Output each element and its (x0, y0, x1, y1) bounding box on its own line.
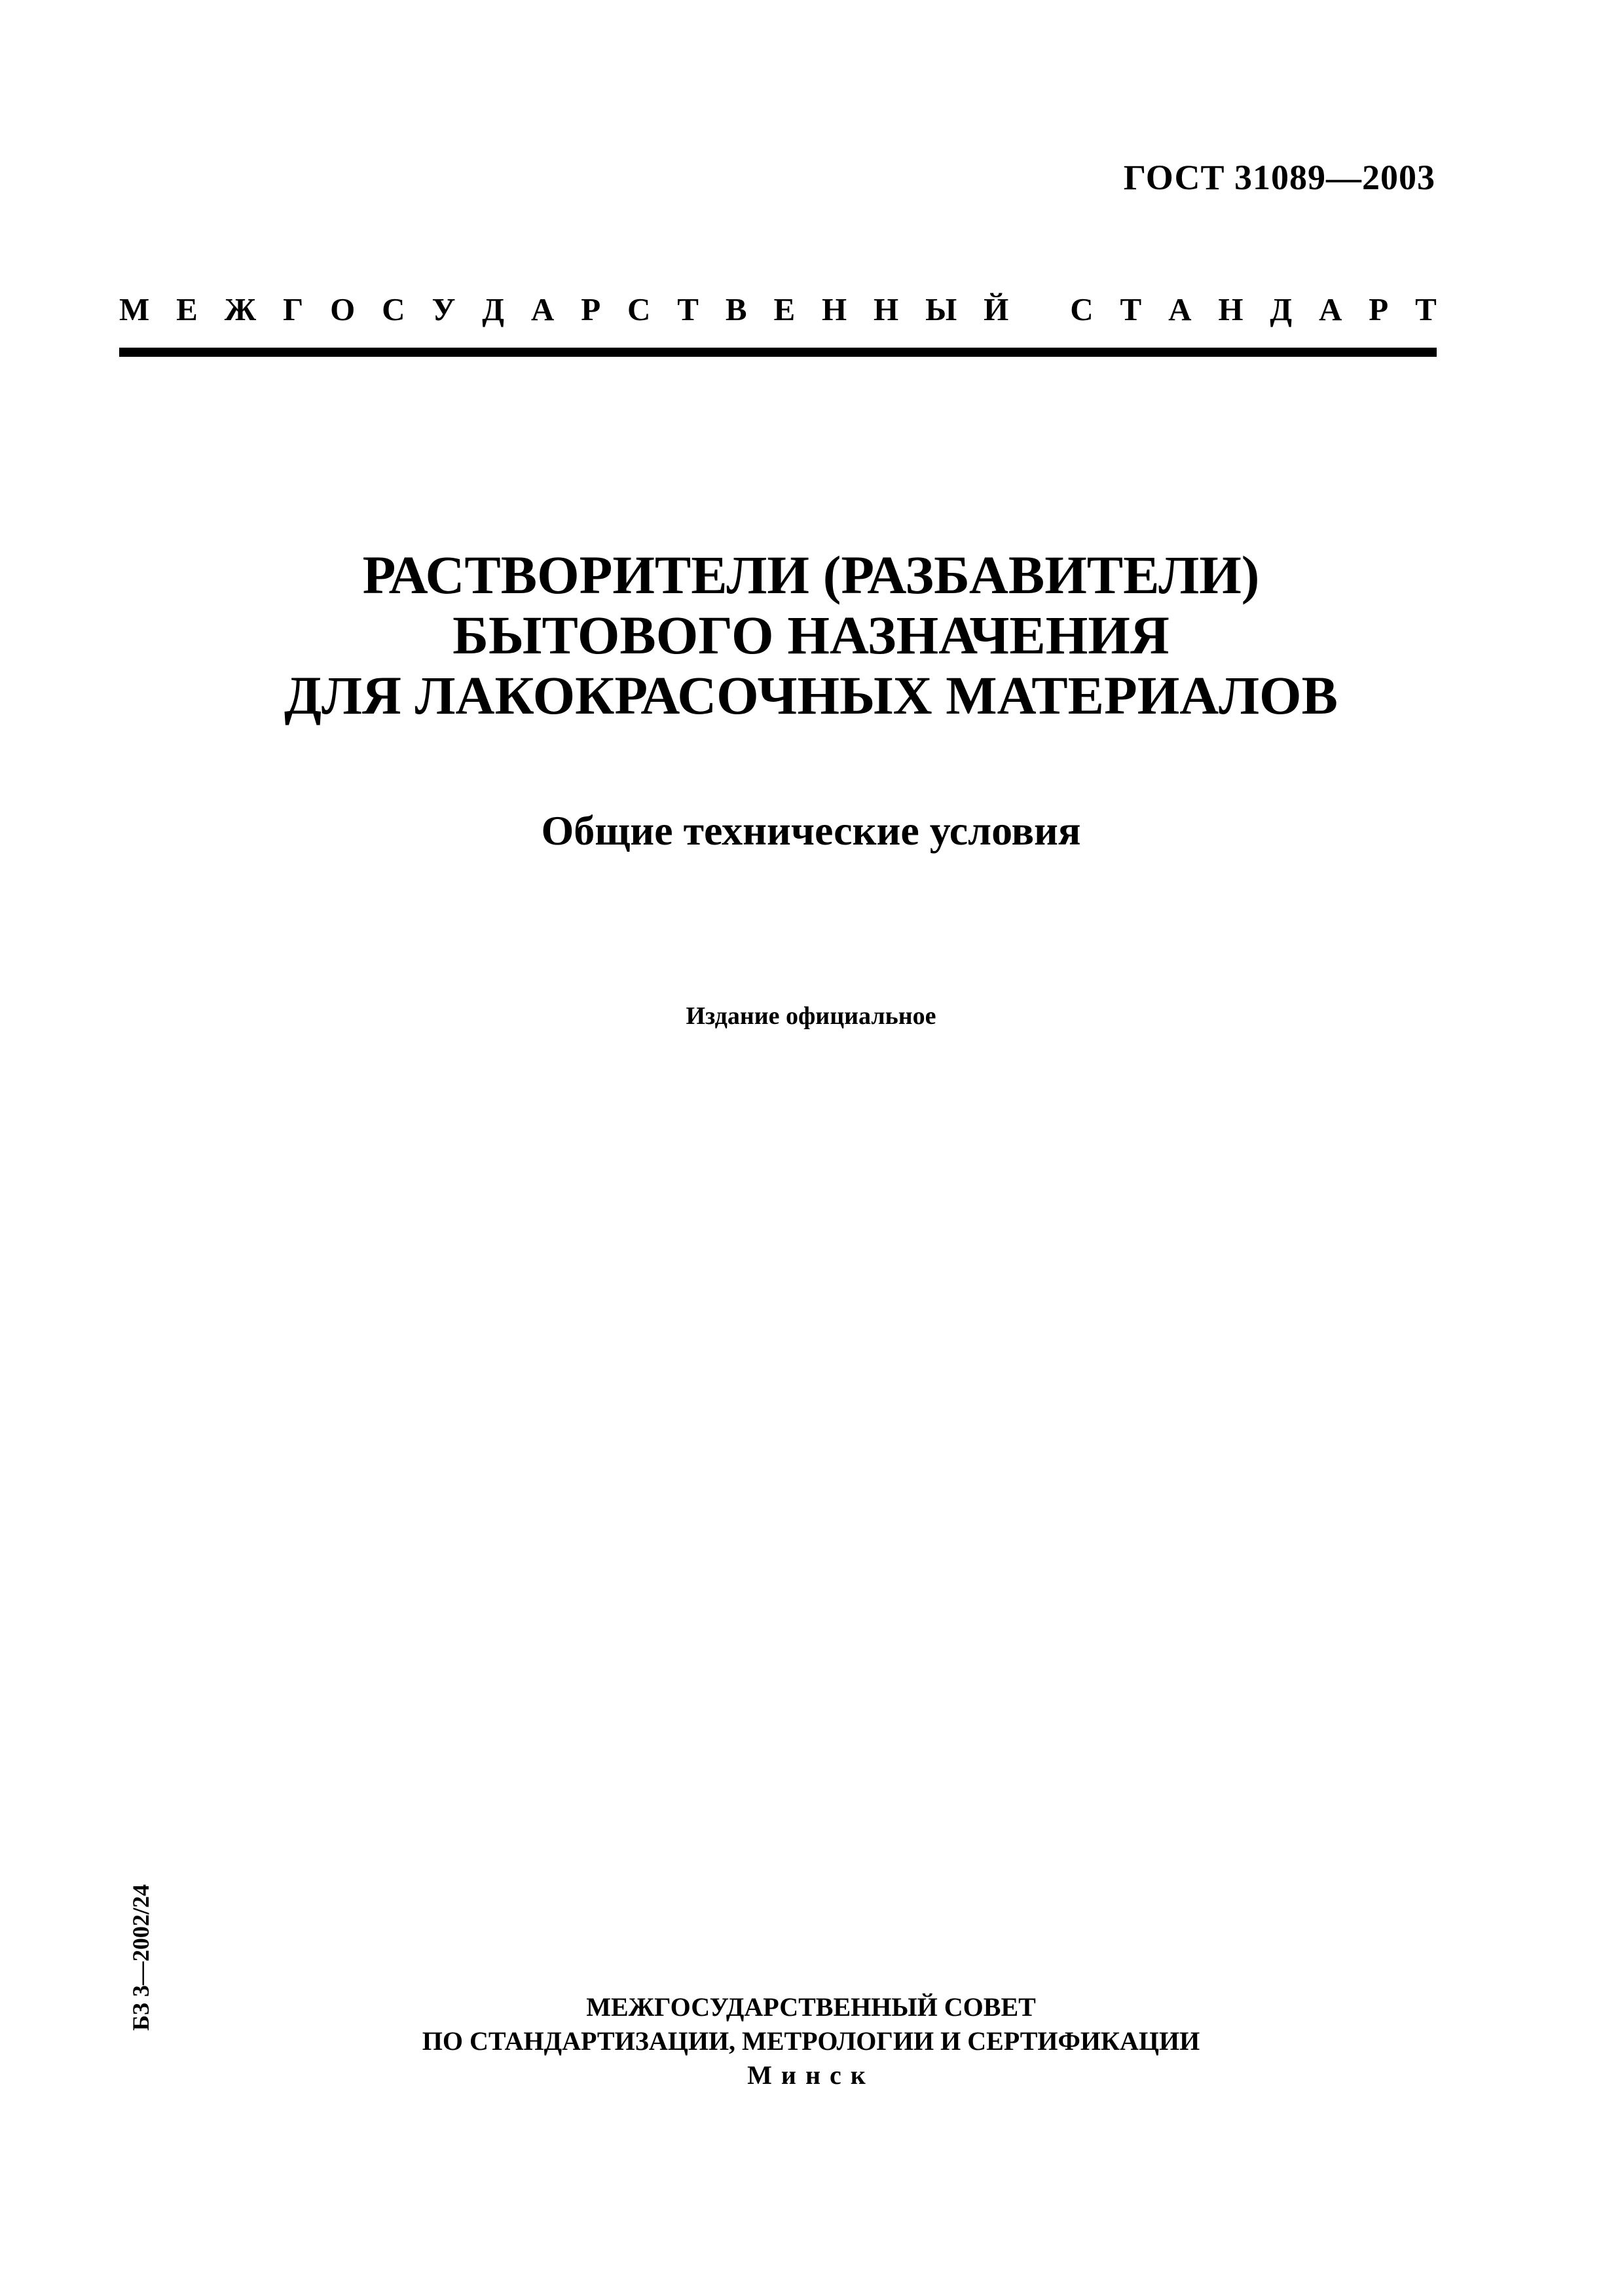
publisher-line-1: МЕЖГОСУДАРСТВЕННЫЙ СОВЕТ (586, 1992, 1036, 2022)
header-band (119, 293, 1437, 357)
header-letter: А (1319, 291, 1342, 327)
header-letter: Т (677, 291, 699, 327)
edition-label: Издание официальное (686, 1002, 936, 1030)
header-letter: Ы (925, 291, 957, 327)
header-letter: С (1070, 291, 1094, 327)
title-line-2: БЫТОВОГО НАЗНАЧЕНИЯ (452, 605, 1170, 665)
header-letter: А (530, 291, 555, 327)
header-rule (119, 348, 1437, 357)
header-letter: У (432, 291, 456, 327)
header-letter: Р (1369, 291, 1389, 327)
standard-number: ГОСТ 31089—2003 (1123, 158, 1435, 197)
header-letter: М (119, 291, 150, 327)
publisher-city: Минск (747, 2060, 875, 2090)
header-letter: Т (1415, 291, 1437, 327)
publisher-line-2: ПО СТАНДАРТИЗАЦИИ, МЕТРОЛОГИИ И СЕРТИФИКАЦИИ (422, 2026, 1200, 2056)
header-spaced-text (119, 293, 1437, 325)
header-letter: Е (176, 291, 198, 327)
document-title (0, 545, 1622, 725)
header-letter: Е (773, 291, 796, 327)
header-letter: Д (1270, 291, 1293, 327)
side-code: БЗ 3—2002/24 (128, 1884, 154, 2031)
header-letter: Й (984, 291, 1009, 327)
header-letter: Н (822, 291, 847, 327)
header-letter: В (725, 291, 747, 327)
header-letter: Д (482, 291, 505, 327)
header-word-gap (1035, 293, 1043, 325)
header-letter: А (1168, 291, 1192, 327)
header-letter: С (627, 291, 651, 327)
header-letter: Р (581, 291, 601, 327)
header-letter: Н (1218, 291, 1244, 327)
header-letter: Н (874, 291, 899, 327)
header-letter: Ж (224, 291, 257, 327)
title-line-1: РАСТВОРИТЕЛИ (РАЗБАВИТЕЛИ) (362, 545, 1260, 605)
publisher-block (0, 1990, 1622, 2092)
title-line-3: ДЛЯ ЛАКОКРАСОЧНЫХ МАТЕРИАЛОВ (284, 665, 1338, 725)
header-letter: О (330, 291, 356, 327)
document-subtitle: Общие технические условия (541, 807, 1081, 854)
header-letter: С (382, 291, 405, 327)
header-letter: Т (1120, 291, 1142, 327)
header-letter: Г (283, 291, 304, 327)
